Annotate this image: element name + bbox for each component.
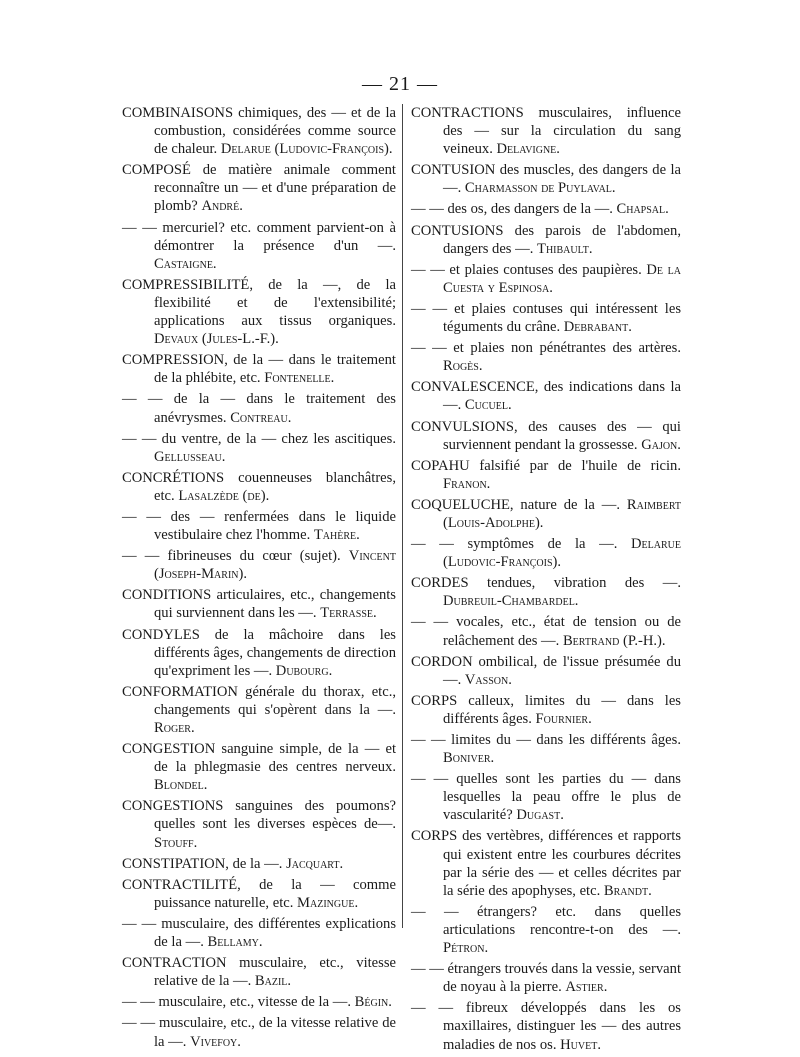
index-entry: [411, 222, 681, 258]
entry-author: Franon.: [443, 475, 491, 492]
entry-author: Chapsal.: [616, 201, 669, 218]
index-entry: [411, 692, 681, 728]
entry-text: , de la — dans le traitement de la phlébite, etc.: [154, 352, 396, 387]
entry-headword: — —: [122, 508, 161, 525]
entry-headword: CONCRÉTIONS: [122, 469, 225, 486]
entry-text: du ventre, de la — chez les ascitiques.: [156, 430, 396, 447]
entry-headword: CONDITIONS: [122, 587, 212, 604]
index-entry: [122, 430, 396, 466]
entry-headword: CONFORMATION: [122, 683, 238, 700]
entry-text: des parois de l'abdomen, dangers des —.: [443, 222, 681, 257]
index-entry: [411, 161, 681, 197]
entry-text: musculaire, etc., vitesse de la —.: [154, 994, 355, 1011]
entry-author: Blondel.: [154, 777, 208, 794]
index-entry: [122, 586, 396, 622]
entry-headword: CONTRACTIONS: [411, 105, 524, 121]
entry-text: générale du thorax, etc., changements qui s'opèrent dans la —.: [154, 683, 396, 718]
entry-text: et plaies non pénétrantes des artères.: [446, 340, 681, 357]
entry-headword: CONVULSIONS: [411, 418, 514, 435]
entry-text: couenneuses blanchâtres, etc.: [154, 469, 396, 504]
index-entry: [122, 993, 396, 1011]
entry-author: Cucuel.: [464, 397, 512, 414]
entry-text: fibrineuses du cœur (sujet).: [159, 548, 349, 565]
entry-headword: COMPOSÉ: [122, 162, 191, 179]
entry-author: Castaigne.: [154, 255, 217, 272]
index-entry: [411, 574, 681, 610]
entry-text: symptômes de la —.: [453, 536, 632, 553]
entry-headword: CONTRACTION: [122, 955, 227, 972]
entry-text: et plaies contuses qui intéressent les téguments du crâne.: [443, 300, 681, 336]
entry-author: Brandt.: [603, 882, 652, 899]
index-entry: [411, 613, 681, 649]
entry-author: Delarue (Ludovic-François).: [443, 536, 681, 571]
entry-author: Roger.: [154, 720, 195, 736]
entry-text: calleux, limites du — dans les différents âges.: [443, 692, 681, 727]
entry-text: articulaires, etc., changements qui surviennent dans les —.: [154, 587, 396, 622]
entry-headword: CONVALESCENCE: [411, 379, 535, 396]
right-column: [411, 104, 681, 1057]
entry-headword: CONSTIPATION: [122, 855, 226, 872]
entry-text: musculaire, des différentes explications de la —.: [154, 915, 396, 951]
entry-author: Lasalzède (de).: [178, 487, 270, 504]
entry-text: de la mâchoire dans les différents âges, changements de direction qu'expriment les —.: [154, 626, 396, 679]
entry-author: Debrabant.: [563, 319, 632, 336]
entry-author: Stouff.: [154, 834, 198, 851]
index-entry: [411, 418, 681, 454]
entry-author: De la Cuesta y Espinosa.: [443, 261, 681, 296]
entry-author: Astier.: [565, 979, 608, 996]
entry-text: falsifié par de l'huile de ricin.: [469, 457, 681, 474]
index-entry: [122, 469, 396, 505]
entry-text: vocales, etc., état de tension ou de relâchement des —.: [443, 614, 681, 649]
entry-headword: — —: [411, 1000, 454, 1017]
entry-headword: — —: [411, 961, 444, 978]
entry-text: sanguines des poumons? quelles sont les diverses espèces de—.: [154, 798, 396, 833]
index-entry: [411, 535, 681, 571]
entry-text: sanguine simple, de la — et de la phlegmasie des centres nerveux.: [154, 741, 396, 776]
entry-author: Vincent (Joseph-Marin).: [154, 548, 396, 583]
index-entry: [411, 261, 681, 297]
index-entry: [411, 300, 681, 336]
entry-text: et plaies contuses des paupières.: [444, 261, 647, 278]
entry-headword: CONTUSIONS: [411, 222, 504, 239]
left-column: [122, 104, 396, 1054]
entry-headword: — —: [411, 300, 448, 317]
entry-author: Charmasson de Puylaval.: [464, 180, 616, 197]
index-entry: [122, 740, 396, 794]
entry-author: Delavigne.: [496, 141, 560, 158]
entry-text: étrangers trouvés dans la vessie, servant de noyau à la pierre.: [443, 961, 681, 996]
entry-headword: — —: [122, 1015, 156, 1032]
entry-author: Vivefoy.: [190, 1033, 241, 1050]
index-entry: [122, 915, 396, 951]
entry-text: ombilical, de l'issue présumée du —.: [443, 653, 681, 688]
index-entry: [411, 960, 681, 996]
index-entry: [411, 378, 681, 414]
entry-text: des vertèbres, différences et rapports qui existent entre les courbures décrites par la série des — et celles décrites par la série des apophyses, etc.: [443, 828, 681, 899]
entry-author: Pétron.: [443, 940, 489, 957]
entry-author: Bellamy.: [207, 934, 263, 951]
entry-headword: — —: [122, 219, 157, 236]
entry-text: fibreux développés dans les os maxillaires, distinguer les — des autres maladies de nos os.: [443, 1000, 681, 1053]
entry-author: Bertrand (P.-H.).: [562, 632, 666, 649]
entry-author: Vasson.: [464, 671, 512, 688]
index-entry: [411, 200, 681, 218]
entry-text: , des indications dans la —.: [443, 379, 681, 414]
entry-headword: — —: [122, 548, 160, 565]
entry-headword: CORDON: [411, 653, 473, 670]
entry-author: Bazil.: [254, 973, 292, 990]
entry-headword: CONDYLES: [122, 626, 200, 643]
entry-author: Gellusseau.: [154, 448, 226, 465]
entry-author: Huvet.: [560, 1036, 601, 1053]
index-entry: [122, 276, 396, 348]
entry-text: , de la —.: [225, 855, 287, 872]
entry-text: quelles sont les parties du — dans lesquelles la peau offre le plus de vascularité?: [443, 771, 681, 824]
entry-text: des muscles, des dangers de la —.: [443, 162, 681, 197]
entry-author: Contreau.: [230, 409, 292, 426]
index-entry: [411, 457, 681, 493]
index-entry: [122, 797, 396, 851]
entry-headword: — —: [411, 536, 454, 553]
index-entry: [122, 390, 396, 426]
index-entry: [122, 351, 396, 387]
entry-headword: CONGESTIONS: [122, 798, 224, 815]
entry-text: tendues, vibration des —.: [468, 575, 681, 592]
entry-text: , nature de la —.: [509, 496, 627, 513]
entry-author: Delarue (Ludovic-François).: [220, 141, 393, 158]
index-entry: [122, 1014, 396, 1050]
entry-headword: COMPRESSIBILITÉ: [122, 276, 250, 293]
index-entry: [122, 954, 396, 990]
entry-text: , de la —, de la flexibilité et de l'extensibilité; applications aux tissus organiques.: [154, 276, 396, 330]
index-entry: [411, 770, 681, 824]
entry-headword: — —: [411, 261, 445, 278]
column-divider: [402, 104, 403, 928]
entry-text: chimiques, des — et de la combustion, considérées comme source de chaleur.: [154, 105, 396, 158]
index-entry: [122, 547, 396, 583]
index-entry: [411, 731, 681, 767]
entry-headword: — —: [122, 391, 163, 408]
entry-text: musculaires, influence des — sur la circulation du sang veineux.: [443, 105, 681, 158]
entry-headword: — —: [122, 994, 155, 1011]
entry-text: limites du — dans les différents âges.: [445, 732, 681, 748]
entry-text: musculaire, etc., vitesse relative de la —.: [154, 955, 396, 990]
entry-text: musculaire, etc., de la vitesse relative de la —.: [154, 1015, 397, 1050]
entry-text: de matière animale comment reconnaître un — et d'une préparation de plomb?: [154, 162, 396, 215]
entry-headword: — —: [411, 340, 447, 357]
index-entry: [122, 219, 396, 273]
index-entry: [411, 496, 681, 532]
index-entry: [411, 653, 681, 689]
index-entry: [411, 999, 681, 1053]
entry-author: Fontenelle.: [264, 370, 335, 387]
entry-headword: — —: [411, 903, 459, 920]
index-entry: [411, 827, 681, 899]
entry-headword: COPAHU: [411, 457, 470, 474]
entry-text: des os, des dangers de la —.: [443, 201, 617, 218]
entry-author: Bégin.: [354, 994, 392, 1011]
entry-author: Dubourg.: [275, 662, 333, 679]
index-entry: [122, 626, 396, 680]
entry-author: Raimbert (Louis-Adolphe).: [443, 496, 681, 531]
index-entry: [122, 104, 396, 158]
entry-author: André.: [201, 198, 243, 215]
entry-text: , des causes des — qui surviennent pendant la grossesse.: [443, 418, 681, 453]
entry-text: de la — dans le traitement des anévrysmes.: [154, 391, 396, 426]
entry-headword: — —: [411, 732, 446, 748]
entry-headword: COMBINAISONS: [122, 105, 234, 121]
entry-author: Fournier.: [535, 710, 592, 727]
page-number: — 21 —: [362, 73, 438, 95]
entry-author: Tahère.: [313, 527, 360, 544]
entry-author: Gajon.: [641, 436, 681, 453]
entry-text: étrangers? etc. dans quelles articulations rencontre-t-on des —.: [443, 903, 681, 938]
index-entry: [122, 855, 396, 873]
entry-headword: — —: [411, 201, 444, 218]
entry-headword: — —: [411, 771, 449, 788]
entry-author: Boniver.: [443, 750, 495, 767]
entry-author: Terrasse.: [320, 605, 377, 622]
entry-author: Jacquart.: [286, 855, 344, 872]
entry-author: Mazingue.: [297, 894, 359, 911]
entry-author: Dubreuil-Chambardel.: [443, 593, 579, 610]
index-entry: [122, 508, 396, 544]
index-entry: [122, 876, 396, 912]
entry-headword: CORDES: [411, 575, 469, 592]
entry-author: Thibault.: [537, 240, 593, 257]
entry-headword: — —: [411, 614, 449, 631]
index-entry: [411, 104, 681, 158]
index-entry: [411, 903, 681, 957]
entry-headword: CONTRACTILITÉ: [122, 876, 238, 893]
entry-headword: CORPS: [411, 692, 458, 709]
entry-headword: COMPRESSION: [122, 352, 225, 369]
entry-headword: CONTUSION: [411, 162, 496, 179]
index-entry: [122, 161, 396, 215]
entry-text: mercuriel? etc. comment parvient-on à démontrer la présence d'un —.: [154, 219, 396, 254]
entry-headword: — —: [122, 915, 157, 932]
entry-headword: CONGESTION: [122, 741, 216, 758]
entry-text: des — renfermées dans le liquide vestibulaire chez l'homme.: [154, 508, 396, 544]
entry-headword: CORPS: [411, 828, 458, 845]
entry-text: , de la — comme puissance naturelle, etc.: [154, 876, 396, 911]
entry-author: Devaux (Jules-L.-F.).: [154, 331, 279, 348]
index-entry: [122, 683, 396, 737]
index-entry: [411, 339, 681, 375]
entry-author: Rogès.: [443, 358, 483, 375]
entry-headword: COQUELUCHE: [411, 496, 510, 513]
entry-author: Dugast.: [516, 807, 564, 824]
entry-headword: — —: [122, 430, 157, 447]
